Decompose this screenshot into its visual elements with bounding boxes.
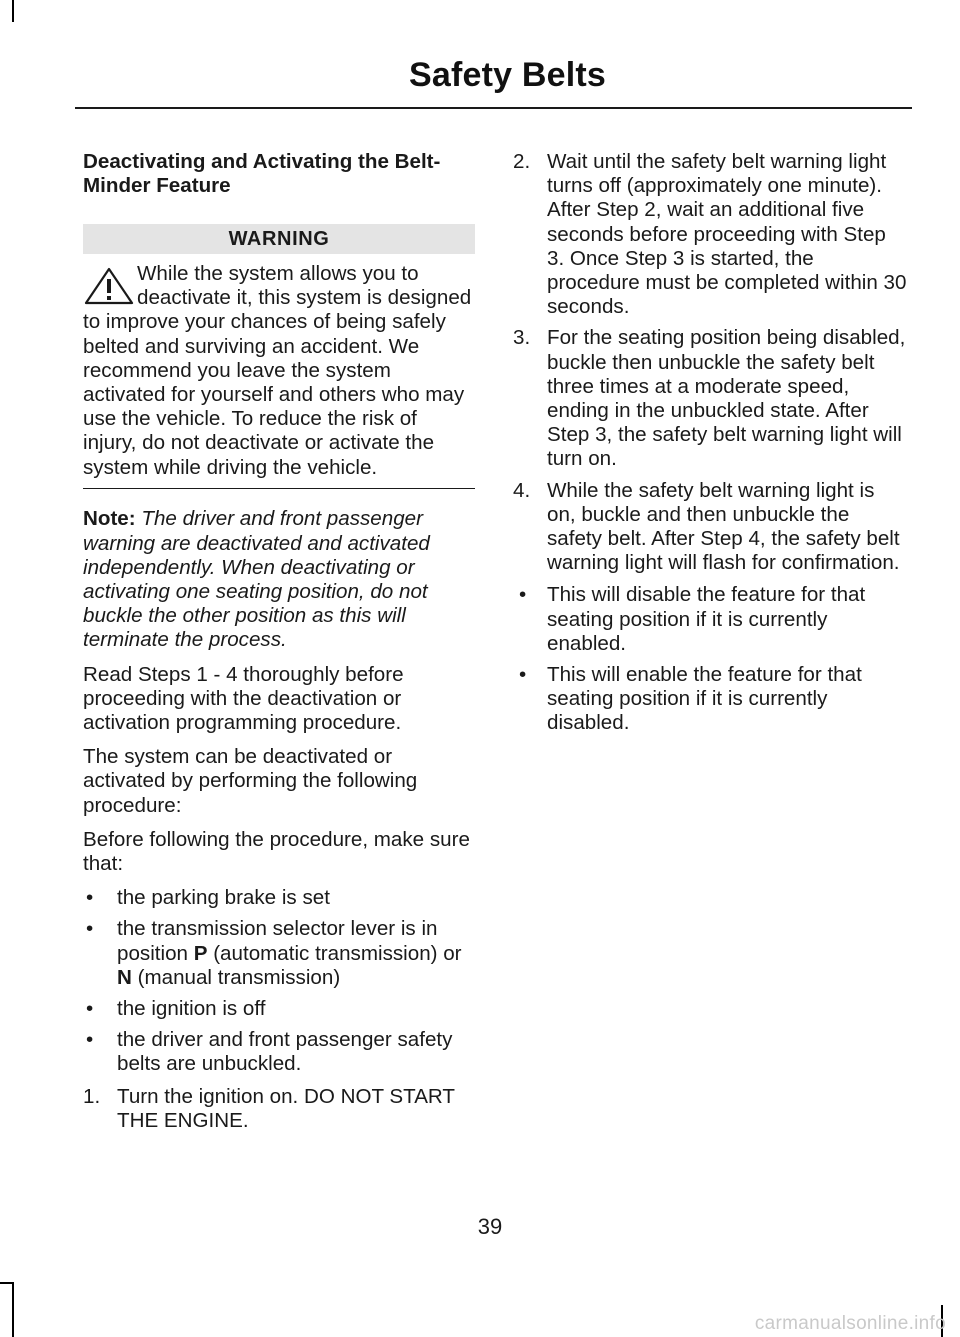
warning-rule — [83, 488, 475, 490]
result-list — [513, 583, 907, 735]
bullet-mark: • — [86, 996, 94, 1020]
note-label: Note: — [83, 507, 136, 531]
left-column — [83, 150, 475, 1141]
list-item: • the ignition is off — [86, 996, 266, 1020]
bullet-mark: • — [86, 886, 94, 910]
step-list-right — [513, 150, 907, 575]
position-p: P — [193, 941, 208, 965]
warning-triangle-icon — [83, 266, 135, 306]
list-item: • the driver and front passenger safety belts are unbuckled. — [86, 1028, 453, 1076]
warning-text: While the system allows you to deactivate it, this system is designed to improve your chances of being safely belted and surviving an accident. We recommend you leave the system activated for yourself and others who may use the vehicle. To reduce the risk of injury, do not deactivate or activate the system while driving the vehicle. — [83, 262, 472, 479]
step-item — [513, 479, 907, 576]
precondition-list — [83, 886, 475, 1076]
list-item: • the parking brake is set — [86, 886, 330, 910]
bullet-mark: • — [86, 917, 94, 941]
step-list-left — [83, 1085, 475, 1133]
step-item — [513, 326, 907, 471]
right-column — [513, 150, 907, 744]
step-number: 1. — [83, 1084, 101, 1108]
warning-box — [83, 262, 475, 480]
step-number: 4. — [513, 478, 531, 502]
warning-label: WARNING — [83, 224, 475, 254]
crop-mark-bottom-left-vertical — [12, 1282, 14, 1337]
step-number: 2. — [513, 150, 531, 173]
step-text: Wait until the safety belt warning light turns off (approximately one minute). After Step 2, wait an additional five seconds before proceeding with Step 3. Once Step 3 is started, the procedure must be completed within 30 seconds. — [547, 150, 907, 319]
step-text: While the safety belt warning light is on, buckle and then unbuckle the safety belt. After Step 4, the safety belt warning light will flash for confirmation. — [547, 478, 900, 575]
paragraph-procedure-intro: The system can be deactivated or activated by performing the following procedure: — [83, 745, 418, 817]
note — [83, 507, 475, 652]
step-text: For the seating position being disabled, buckle then unbuckle the safety belt three times at a moderate speed, ending in the unbuckled state. After Step 3, the safety belt warning light will turn on. — [547, 326, 906, 471]
position-n: N — [117, 965, 132, 989]
header-rule — [75, 107, 912, 109]
bullet-mark: • — [86, 1028, 94, 1052]
note-text: The driver and front passenger warning are deactivated and activated independently. When deactivating or activating one seating position, do not buckle the other position as this will terminate the process. — [83, 507, 430, 652]
list-item: • This will enable the feature for that seating position if it is currently disabled. — [519, 663, 862, 735]
step-item — [513, 150, 907, 319]
step-text: Turn the ignition on. DO NOT START THE ENGINE. — [117, 1084, 455, 1132]
step-number: 3. — [513, 326, 531, 350]
watermark[interactable]: carmanualsonline.info — [754, 1313, 946, 1334]
paragraph-read-steps: Read Steps 1 - 4 thoroughly before proceeding with the deactivation or activation programming procedure. — [83, 662, 404, 734]
list-item: • This will disable the feature for that seating position if it is currently enabled. — [519, 583, 866, 655]
crop-mark-bottom-left-horizontal — [0, 1282, 14, 1284]
list-item: • the transmission selector lever is in position P (automatic transmission) or N (manual transmission) — [86, 917, 462, 989]
bullet-mark: • — [519, 663, 527, 687]
paragraph-make-sure: Before following the procedure, make sure that: — [83, 827, 470, 875]
section-title: Safety Belts — [408, 56, 606, 94]
step-item — [83, 1085, 475, 1133]
subheading: Deactivating and Activating the Belt-Minder Feature — [83, 150, 441, 197]
page-number: 39 — [477, 1214, 503, 1239]
bullet-mark: • — [519, 583, 527, 607]
crop-mark-top-left-vertical — [12, 0, 14, 22]
